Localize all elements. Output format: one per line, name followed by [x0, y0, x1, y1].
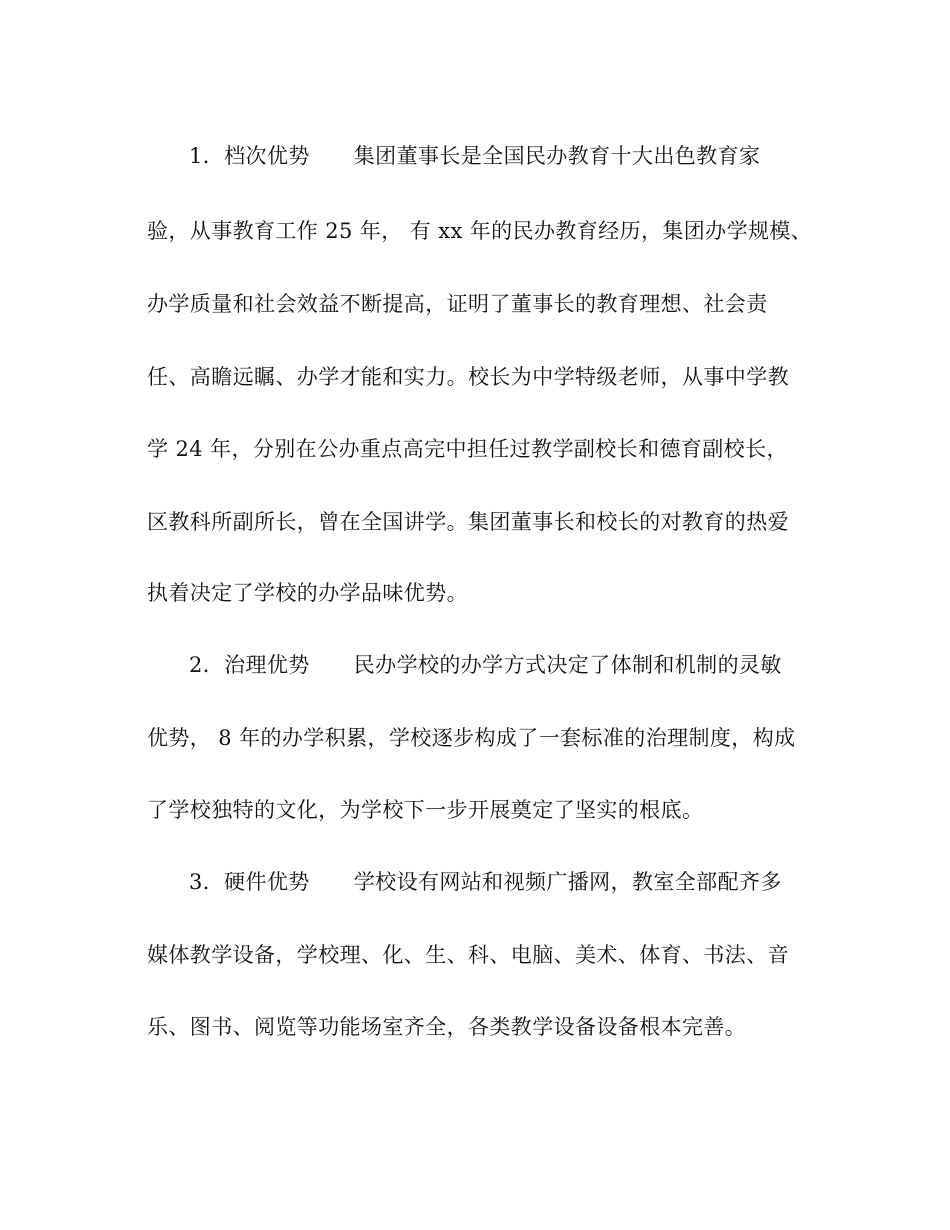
section-1-line-1: 集团董事长是全国民办教育十大出色教育家 [353, 144, 761, 168]
section-3-heading: 3．硬件优势 [189, 870, 310, 894]
section-1-line-5: 学 24 年，分别在公办重点高完中担任过教学副校长和德育副校长， [147, 437, 788, 461]
section-1-line-3: 办学质量和社会效益不断提高，证明了董事长的教育理想、社会责 [147, 292, 768, 316]
section-3-line-3: 乐、图书、阅览等功能场室齐全，各类教学设备设备根本完善。 [147, 1015, 747, 1039]
section-2-line-3: 了学校独特的文化，为学校下一步开展奠定了坚实的根底。 [147, 798, 704, 822]
section-1-line-2: 验，从事教育工作 25 年， 有 xx 年的民办教育经历，集团办学规模、 [147, 219, 813, 243]
section-3-first-line [189, 867, 782, 897]
section-3-line-1: 学校设有网站和视频广播网，教室全部配齐多 [353, 870, 782, 894]
section-1-line-4: 任、高瞻远瞩、办学才能和实力。校长为中学特级老师，从事中学教 [147, 365, 789, 389]
section-2-heading: 2．治理优势 [189, 653, 310, 677]
section-2-first-line [189, 650, 782, 680]
section-1-line-6: 区教科所副所长，曾在全国讲学。集团董事长和校长的对教育的热爱 [147, 510, 789, 534]
section-2-line-1: 民办学校的办学方式决定了体制和机制的灵敏 [353, 653, 782, 677]
section-2-line-2: 优势， 8 年的办学积累，学校逐步构成了一套标准的治理制度，构成 [147, 726, 796, 750]
section-1-first-line [189, 141, 760, 171]
section-1-line-7: 执着决定了学校的办学品味优势。 [147, 581, 468, 605]
section-1-heading: 1．档次优势 [189, 144, 310, 168]
section-3-line-2: 媒体教学设备，学校理、化、生、科、电脑、美术、体育、书法、音 [147, 943, 789, 967]
